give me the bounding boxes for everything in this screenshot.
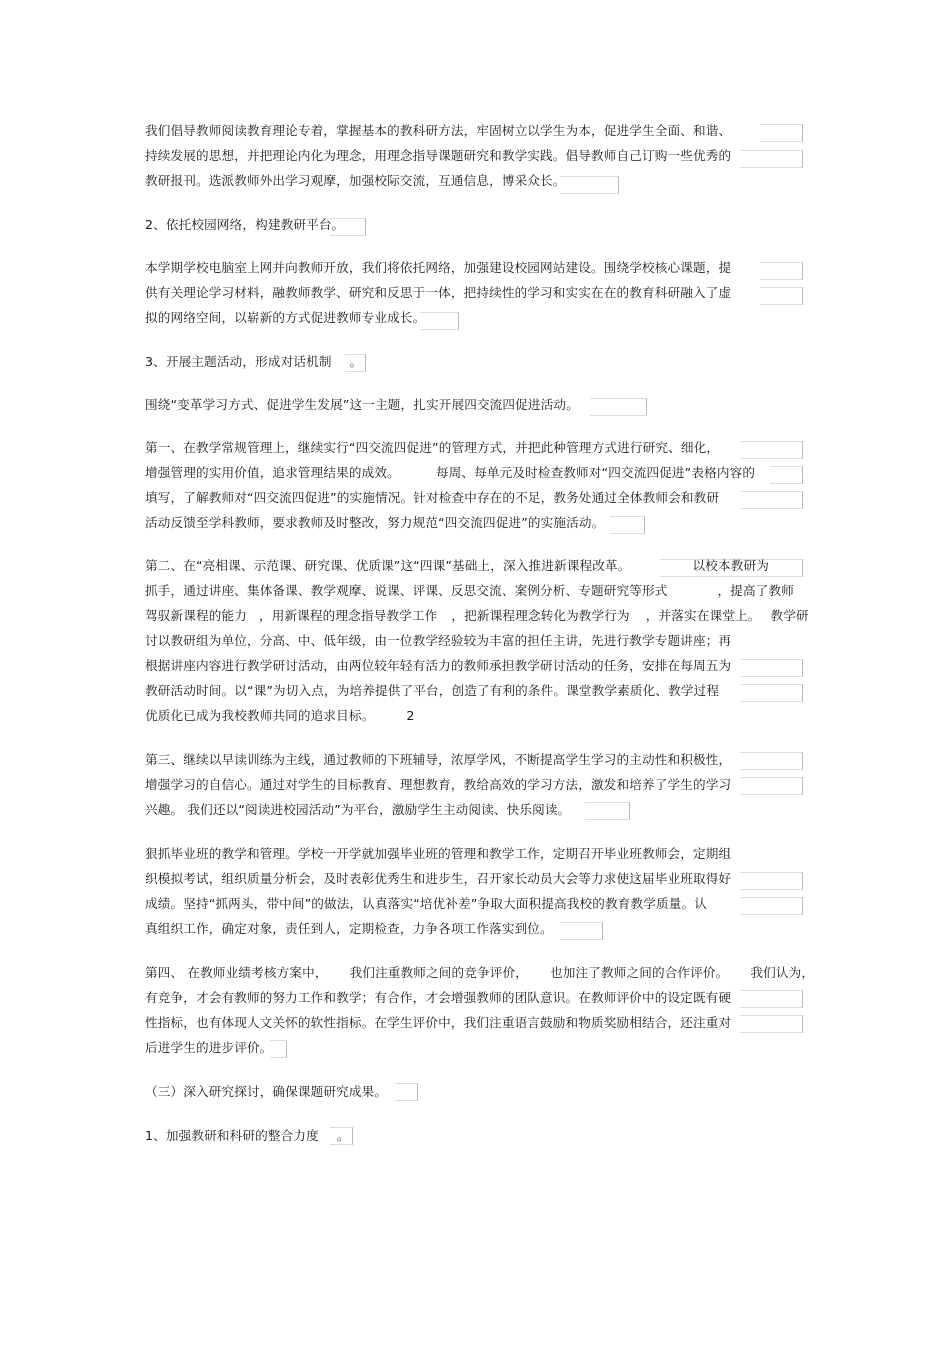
- para-8-line-3: 性指标，也有体现人文关怀的软性指标。在学生评价中，我们注重语言鼓励和物质奖励相结合，还注重对: [145, 1015, 732, 1030]
- para-5-line-7: [145, 708, 415, 724]
- para-5-line-3: [145, 608, 809, 624]
- para-6-line-1: 第三、继续以早读训练为主线，通过教师的下班辅导，浓厚学风，不断提高学生学习的主动性和积极性，: [145, 752, 732, 767]
- para-7-line-3: 成绩。坚持“抓两头，带中间”的做法，认真落实“培优补差”争取大面积提高我校的教育教学质量。认: [145, 896, 707, 911]
- para-8-line-4: 后进学生的进步评价。: [145, 1040, 273, 1055]
- frame-7: [420, 312, 459, 330]
- section-2-heading: 2、依托校园网络，构建教研平台。: [145, 217, 345, 232]
- para-7-line-1: 狠抓毕业班的教学和管理。学校一开学就加强毕业班的管理和教学工作，定期召开毕业班教师会，定期组: [145, 846, 732, 861]
- frame-22: [560, 922, 603, 940]
- section-3-heading-text: 3、开展主题活动，形成对话机制: [145, 354, 332, 369]
- subsection-1-heading-text: 1、加强教研和科研的整合力度: [145, 1128, 319, 1143]
- para-5-line-1-a: 第二、在“亮相课、示范课、研究课、优质课”这“四课”基础上，深入推进新课程改革。: [145, 558, 631, 573]
- para-1-line-1: 我们倡导教师阅读教育理论专着，掌握基本的教科研方法，牢固树立以学生为本，促进学生全面、和谐、: [145, 123, 732, 138]
- page-number: 2: [406, 708, 415, 723]
- para-8-line-1: [145, 965, 814, 981]
- subsection-1-heading: [145, 1128, 350, 1144]
- para-8-line-1-d: 我们认为，: [750, 965, 815, 980]
- section-3-heading: [145, 354, 362, 370]
- para-7-line-2: 织模拟考试，组织质量分析会，及时表彰优秀生和进步生，召开家长动员大会等力求使这届毕业班取得好: [145, 871, 732, 886]
- frame-20: [740, 872, 803, 890]
- frame-12: [740, 491, 803, 509]
- para-5-line-4: 讨以教研组为单位，分高、中、低年级，由一位教学经验较为丰富的担任主讲，先进行教学专题讲座；再: [145, 633, 732, 648]
- para-5-line-2: [145, 583, 794, 599]
- para-5-line-1: [145, 558, 769, 574]
- para-8-line-1-c: 也加注了教师之间的合作评价。: [550, 965, 729, 980]
- frame-2: [740, 150, 803, 168]
- frame-21: [740, 897, 803, 915]
- para-4-line-2-a: 增强管理的实用价值，追求管理结果的成效。: [145, 465, 400, 480]
- frame-24: [740, 1015, 803, 1033]
- frame-19: [585, 802, 630, 820]
- frame-13: [610, 516, 645, 534]
- frame-5: [760, 262, 803, 280]
- para-5-line-1-b: 以校本教研为: [692, 558, 769, 573]
- para-8-line-1-b: 我们注重教师之间的竞争评价，: [349, 965, 528, 980]
- para-4-line-2: [145, 465, 755, 481]
- para-1-line-3: 教研报刊。选派教师外出学习观摩，加强校际交流，互通信息，博采众长。: [145, 173, 566, 188]
- para-5-line-5: 根据讲座内容进行教学研讨活动，由两位较年轻有活力的教师承担教学研讨活动的任务，安排在每周五为: [145, 658, 732, 673]
- para-5-line-2-b: ，提高了教师: [717, 583, 794, 598]
- para-2-line-3: 拟的网络空间，以崭新的方式促进教师专业成长。: [145, 310, 426, 325]
- frame-11: [770, 466, 803, 484]
- frame-16: [740, 684, 803, 702]
- para-5-line-3-c: ，把新课程理念转化为教学行为: [451, 608, 630, 623]
- para-6-line-2: 增强学习的自信心。通过对学生的目标教育、理想教育，教给高效的学习方法，激发和培养了学生的学习: [145, 777, 732, 792]
- frame-15: [740, 659, 803, 677]
- frame-6: [760, 287, 803, 305]
- para-4-line-1: 第一、在教学常规管理上，继续实行“四交流四促进”的管理方式，并把此种管理方式进行研究、细化，: [145, 440, 720, 455]
- para-5-line-3-d: ，并落实在课堂上。: [645, 608, 761, 623]
- para-5-line-3-a: 驾驭新课程的能力: [145, 608, 247, 623]
- para-5-line-3-b: ，用新课程的理念指导教学工作: [258, 608, 438, 623]
- para-8-line-2: 有竞争，才会有教师的努力工作和教学；有合作，才会增强教师的团队意识。在教师评价中的设定既有硬: [145, 990, 732, 1005]
- para-7-line-4: 真组织工作，确定对象，责任到人，定期检查，力争各项工作落实到位。: [145, 921, 553, 936]
- frame-9: [590, 398, 647, 416]
- para-5-line-3-e: 教学研: [770, 608, 809, 623]
- section-3-heading-tail: 。: [349, 354, 363, 369]
- para-3: 围绕“变革学习方式、促进学生发展”这一主题，扎实开展四交流四促进活动。: [145, 397, 579, 412]
- para-4-line-4: 活动反馈至学科教师，要求教师及时整改，努力规范“四交流四促进”的实施活动。: [145, 515, 605, 530]
- frame-23: [740, 990, 803, 1008]
- frame-18: [740, 777, 803, 795]
- para-4-line-2-b: 每周、每单元及时检查教师对“四交流四促进”表格内容的: [435, 465, 756, 480]
- para-5-line-2-a: 抓手，通过讲座、集体备课、教学观摩、说课、评课、反思交流、案例分析、专题研究等形式: [145, 583, 668, 598]
- para-1-line-2: 持续发展的思想，并把理论内化为理念，用理念指导课题研究和教学实践。倡导教师自己订购一些优秀的: [145, 148, 732, 163]
- frame-25: [270, 1040, 287, 1058]
- frame-10: [740, 441, 803, 459]
- frame-1: [760, 124, 803, 142]
- para-8-line-1-a: 第四、 在教师业绩考核方案中，: [145, 965, 328, 980]
- para-5-line-7-text: 优质化已成为我校教师共同的追求目标。: [145, 708, 375, 723]
- frame-3: [560, 176, 619, 194]
- para-5-line-6: 教研活动时间。以“课”为切入点，为培养提供了平台，创造了有利的条件。课堂教学素质化、教学过程: [145, 683, 720, 698]
- para-2-line-2: 供有关理论学习材料，融教师教学、研究和反思于一体，把持续性的学习和实实在在的教育科研融入了虚: [145, 285, 732, 300]
- frame-17: [740, 752, 803, 770]
- frame-26: [395, 1083, 418, 1101]
- section-three-heading: （三）深入研究探讨，确保课题研究成果。: [145, 1084, 388, 1099]
- para-2-line-1: 本学期学校电脑室上网并向教师开放，我们将依托网络，加强建设校园网站建设。围绕学校核心课题，提: [145, 260, 732, 275]
- para-6-line-3: 兴趣。 我们还以“阅读进校园活动”为平台，激励学生主动阅读、快乐阅读。: [145, 802, 571, 817]
- subsection-1-heading-tail: 。: [336, 1128, 350, 1143]
- para-4-line-3: 填写，了解教师对“四交流四促进”的实施情况。针对检查中存在的不足，教务处通过全体教师会和教研: [145, 490, 720, 505]
